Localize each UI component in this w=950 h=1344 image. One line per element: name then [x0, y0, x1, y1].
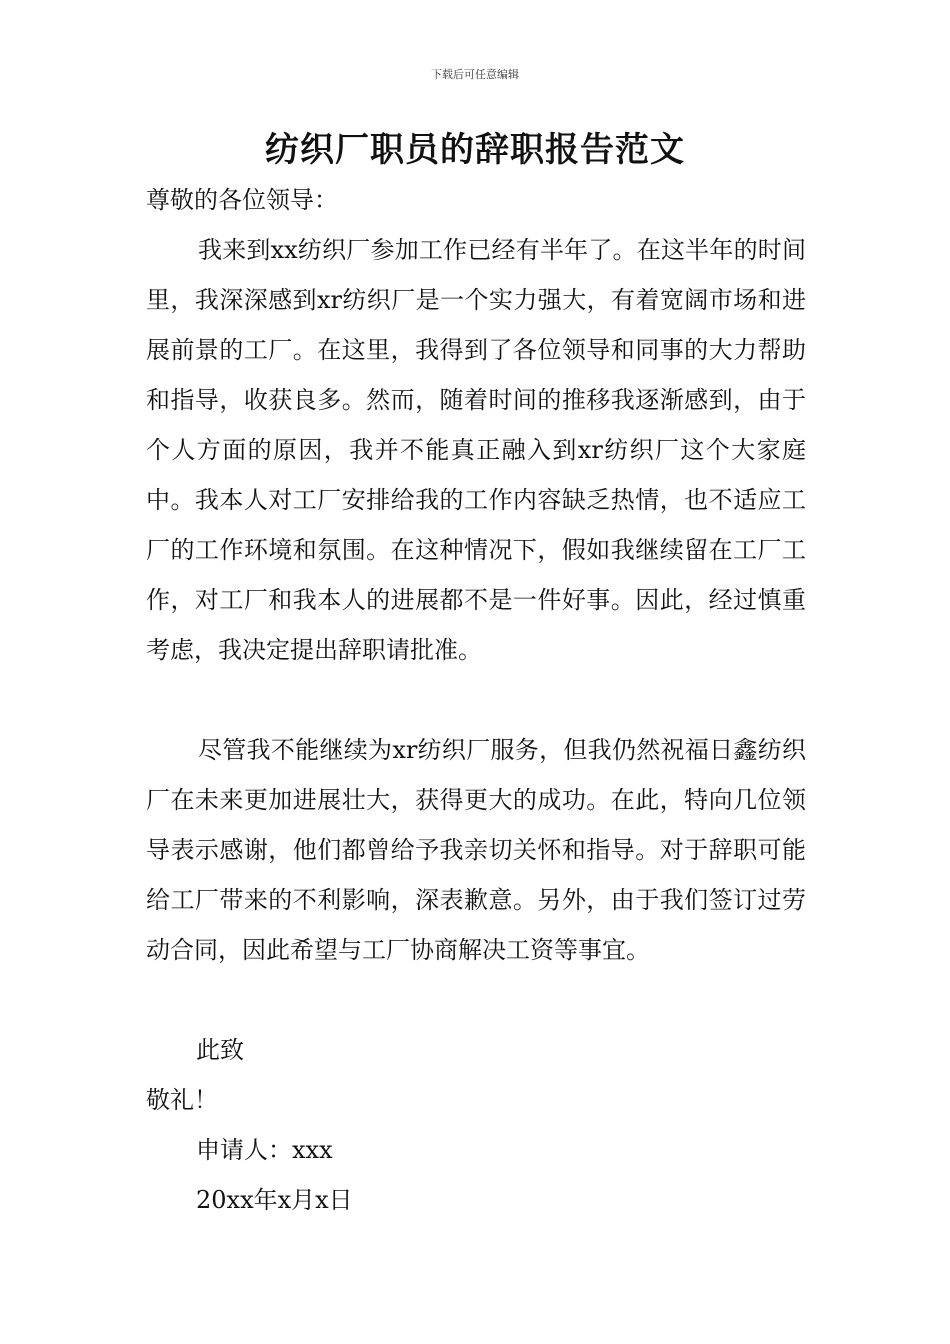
document-title: 纺织厂职员的辞职报告范文	[265, 130, 685, 170]
applicant-line: 申请人：xxx	[196, 1136, 333, 1164]
header-note: 下载后可任意编辑	[431, 68, 519, 81]
body-paragraph-1: 我来到xx纺织厂参加工作已经有半年了。在这半年的时间里，我深深感到xr纺织厂是一个实力强大，有着宽阔市场和进展前景的工厂。在这里，我得到了各位领导和同事的大力帮助和指导，收获良多。然而，随着时间的推移我逐渐感到，由于个人方面的原因，我并不能真正融入到xr纺织厂这个大家庭中。我本人对工厂安排给我的工作内容缺乏热情，也不适应工厂的工作环境和氛围。在这种情况下，假如我继续留在工厂工作，对工厂和我本人的进展都不是一件好事。因此，经过慎重考虑，我决定提出辞职请批准。	[146, 236, 806, 664]
body-paragraph-2: 尽管我不能继续为xr纺织厂服务，但我仍然祝福日鑫纺织厂在未来更加进展壮大，获得更大的成功。在此，特向几位领导表示感谢，他们都曾给予我亲切关怀和指导。对于辞职可能给工厂带来的不利影响，深表歉意。另外，由于我们签订过劳动合同，因此希望与工厂协商解决工资等事宜。	[146, 736, 806, 964]
salutation: 尊敬的各位领导：	[146, 186, 338, 214]
date-line: 20xx年x月x日	[196, 1186, 353, 1214]
closing-respectfully: 此致	[196, 1036, 244, 1064]
closing-salute: 敬礼！	[146, 1086, 218, 1114]
